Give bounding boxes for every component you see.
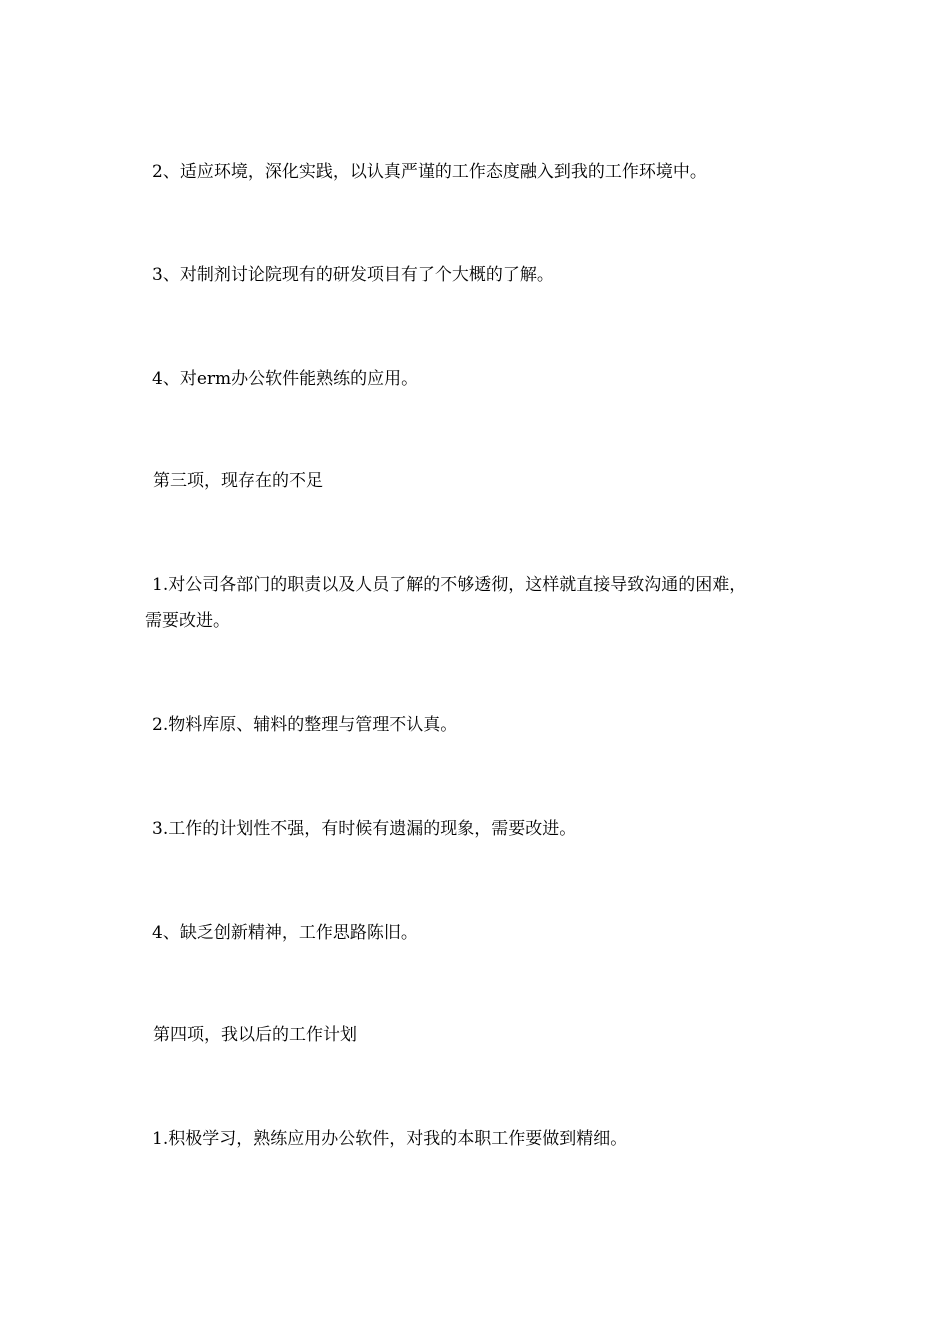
paragraph-item-4: 4、对erm办公软件能熟练的应用。 xyxy=(152,369,419,389)
shortcoming-item-2: 2.物料库原、辅料的整理与管理不认真。 xyxy=(152,715,458,735)
section-heading-work-plan: 第四项，我以后的工作计划 xyxy=(153,1025,357,1045)
paragraph-item-3: 3、对制剂讨论院现有的研发项目有了个大概的了解。 xyxy=(152,265,554,285)
plan-item-1: 1.积极学习，熟练应用办公软件，对我的本职工作要做到精细。 xyxy=(152,1129,628,1149)
section-heading-shortcomings: 第三项，现存在的不足 xyxy=(153,471,323,491)
shortcoming-item-3: 3.工作的计划性不强，有时候有遗漏的现象，需要改进。 xyxy=(152,819,577,839)
paragraph-item-2: 2、适应环境，深化实践，以认真严谨的工作态度融入到我的工作环境中。 xyxy=(152,162,707,182)
shortcoming-item-1-continued: 需要改进。 xyxy=(145,611,230,631)
shortcoming-item-1: 1.对公司各部门的职责以及人员了解的不够透彻，这样就直接导致沟通的困难， xyxy=(152,575,747,595)
shortcoming-item-4: 4、缺乏创新精神，工作思路陈旧。 xyxy=(152,923,418,943)
